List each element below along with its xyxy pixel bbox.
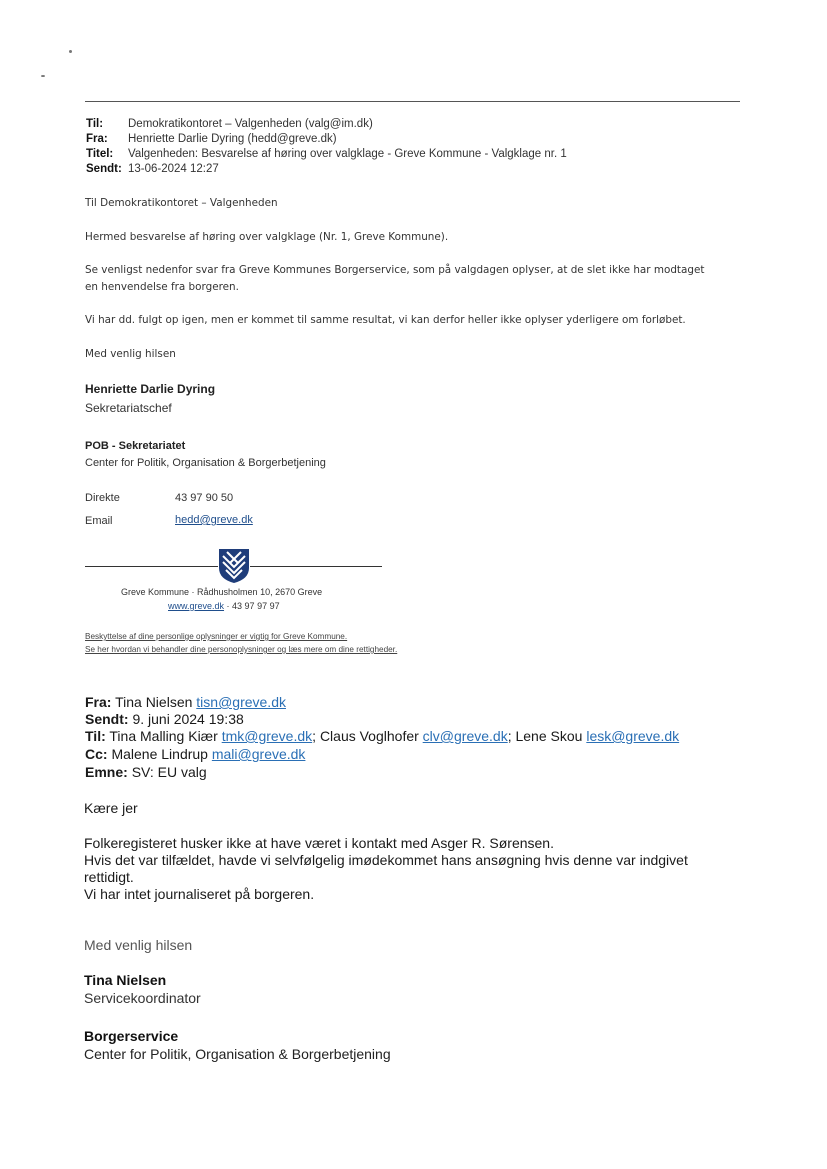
header2-to-row: Til: Tina Malling Kiær tmk@greve.dk; Claus Voglhofer clv@greve.dk; Lene Skou lesk@greve.dk [85,728,680,744]
header2-subject-row: Emne: SV: EU valg [85,764,207,780]
phone-label: Direkte [85,492,120,504]
body1-paragraph-line1: Se venligst nedenfor svar fra Greve Kommunes Borgerservice, som på valgdagen oplyser, at de slet ikke har modtaget [85,264,705,276]
logo-divider-right [250,566,382,567]
signature2-name: Tina Nielsen [84,972,167,988]
signature1-department: POB - Sekretariatet [85,440,186,452]
from-email-link[interactable]: tisn@greve.dk [196,694,286,710]
scan-speck [69,50,72,53]
signature1-role: Sekretariatschef [85,401,172,415]
body2-line3: rettidigt. [84,869,134,885]
body1-paragraph-line2: en henvendelse fra borgeren. [85,281,239,293]
body2-line2: Hvis det var tilfældet, havde vi selvfølgelig imødekommet hans ansøgning hvis denne var indgivet [84,852,688,868]
signature1-center: Center for Politik, Organisation & Borgerbetjening [85,457,326,469]
header-divider [85,101,740,102]
body2-line4: Vi har intet journaliseret på borgeren. [84,886,315,902]
body2-salutation: Kære jer [84,800,138,816]
body1-addressee: Til Demokratikontoret – Valgenheden [85,197,278,209]
footer-phone: · 43 97 97 97 [226,601,280,611]
header2-sent-row: Sendt: 9. juni 2024 19:38 [85,711,244,727]
greve-logo-icon [218,548,250,584]
header-sent-row: Sendt: 13-06-2024 12:27 [86,163,219,175]
logo-divider-left [85,566,218,567]
signature1-name: Henriette Darlie Dyring [85,382,216,396]
footer-address: Greve Kommune · Rådhusholmen 10, 2670 Greve [121,587,323,597]
header-to-row: Til: Demokratikontoret – Valgenheden (valg@im.dk) [86,118,373,130]
email-link[interactable]: hedd@greve.dk [175,514,253,526]
body2-greeting: Med venlig hilsen [84,937,193,953]
footer-web-row [168,601,280,611]
scan-speck [41,75,45,77]
to1-email-link[interactable]: tmk@greve.dk [221,728,313,744]
to2-email-link[interactable]: clv@greve.dk [422,728,508,744]
privacy-link-2[interactable]: Se her hvordan vi behandler dine personoplysninger og læs mere om dine rettigheder. [85,645,398,654]
phone-value: 43 97 90 50 [175,492,234,504]
body1-followup: Vi har dd. fulgt op igen, men er kommet til samme resultat, vi kan derfor heller ikke oplyser yderligere om forløbet. [85,314,686,326]
header2-from-row: Fra: Tina Nielsen tisn@greve.dk [85,694,286,710]
to3-email-link[interactable]: lesk@greve.dk [586,728,680,744]
cc-email-link[interactable]: mali@greve.dk [211,746,306,762]
privacy-link-1[interactable]: Beskyttelse af dine personlige oplysninger er vigtig for Greve Kommune. [85,632,348,641]
body1-intro: Hermed besvarelse af høring over valgklage (Nr. 1, Greve Kommune). [85,231,449,243]
body1-greeting: Med venlig hilsen [85,348,176,360]
body2-line1: Folkeregisteret husker ikke at have været i kontakt med Asger R. Sørensen. [84,835,554,851]
website-link[interactable]: www.greve.dk [168,601,225,611]
signature2-department: Borgerservice [84,1028,179,1044]
email-label: Email [85,515,113,527]
header2-cc-row: Cc: Malene Lindrup mali@greve.dk [85,746,306,762]
header-subject-row: Titel: Valgenheden: Besvarelse af høring over valgklage - Greve Kommune - Valgklage nr. 1 [86,148,567,160]
signature2-role: Servicekoordinator [84,990,201,1006]
signature2-center: Center for Politik, Organisation & Borgerbetjening [84,1046,391,1062]
header-from-row: Fra: Henriette Darlie Dyring (hedd@greve.dk) [86,133,337,145]
